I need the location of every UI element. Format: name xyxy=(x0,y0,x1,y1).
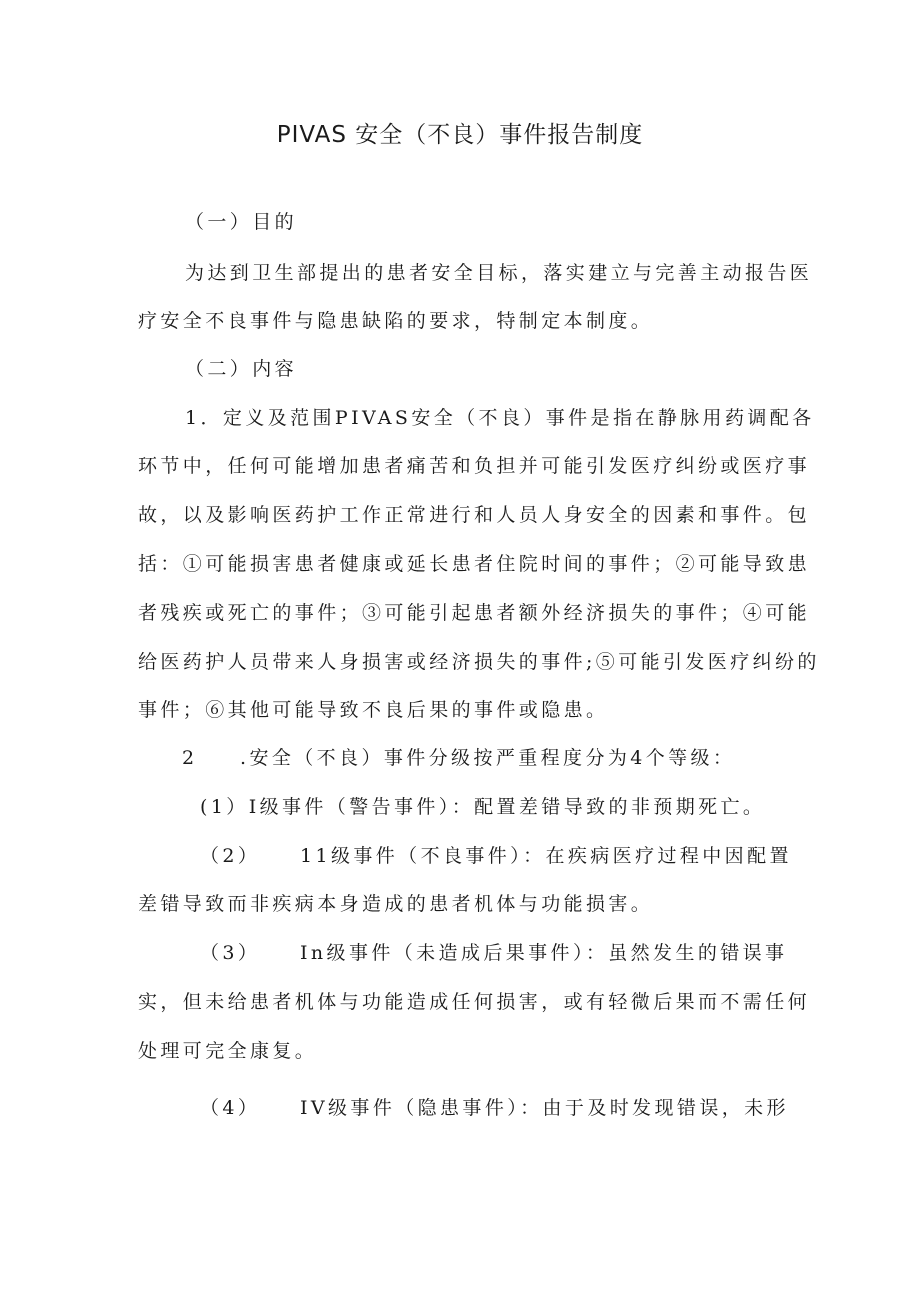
paragraph-line: 括：①可能损害患者健康或延长患者住院时间的事件；②可能导致患 xyxy=(138,553,811,575)
item-number: 2 xyxy=(182,747,198,769)
paragraph-line: 疗安全不良事件与隐患缺陷的要求，特制定本制度。 xyxy=(138,310,654,332)
section-heading-content: （二）内容 xyxy=(185,358,298,380)
grade-number: （4） xyxy=(200,1097,261,1119)
paragraph-line: .安全（不良）事件分级按严重程度分为4个等级： xyxy=(240,747,736,769)
grade-number: （3） xyxy=(200,942,261,964)
paragraph-line: 实，但未给患者机体与功能造成任何损害，或有轻微后果而不需任何 xyxy=(138,991,811,1013)
grade-number: （2） xyxy=(200,845,261,867)
paragraph-line: 处理可完全康复。 xyxy=(138,1040,318,1062)
paragraph-line: 环节中，任何可能增加患者痛苦和负担并可能引发医疗纠纷或医疗事 xyxy=(138,455,811,477)
grade-line: 11级事件（不良事件）：在疾病医疗过程中因配置 xyxy=(300,845,792,867)
document-title: PIVAS 安全（不良）事件报告制度 xyxy=(276,122,644,148)
section-heading-purpose: （一）目的 xyxy=(185,211,298,233)
paragraph-line: 给医药护人员带来人身损害或经济损失的事件;⑤可能引发医疗纠纷的 xyxy=(138,651,820,673)
grade-line: (1）I级事件（警告事件）：配置差错导致的非预期死亡。 xyxy=(200,796,766,818)
grade-line: In级事件（未造成后果事件）：虽然发生的错误事 xyxy=(300,942,788,964)
paragraph-line: 为达到卫生部提出的患者安全目标，落实建立与完善主动报告医 xyxy=(185,262,813,284)
paragraph-line: 事件；⑥其他可能导致不良后果的事件或隐患。 xyxy=(138,699,609,721)
paragraph-line: 故，以及影响医药护工作正常进行和人员人身安全的因素和事件。包 xyxy=(138,504,811,526)
paragraph-line: 1．定义及范围PIVAS安全（不良）事件是指在静脉用药调配各 xyxy=(185,407,815,429)
paragraph-line: 差错导致而非疾病本身造成的患者机体与功能损害。 xyxy=(138,893,654,915)
paragraph-line: 者残疾或死亡的事件；③可能引起患者额外经济损失的事件；④可能 xyxy=(138,602,811,624)
grade-line: IV级事件（隐患事件）：由于及时发现错误，未形 xyxy=(300,1097,789,1119)
